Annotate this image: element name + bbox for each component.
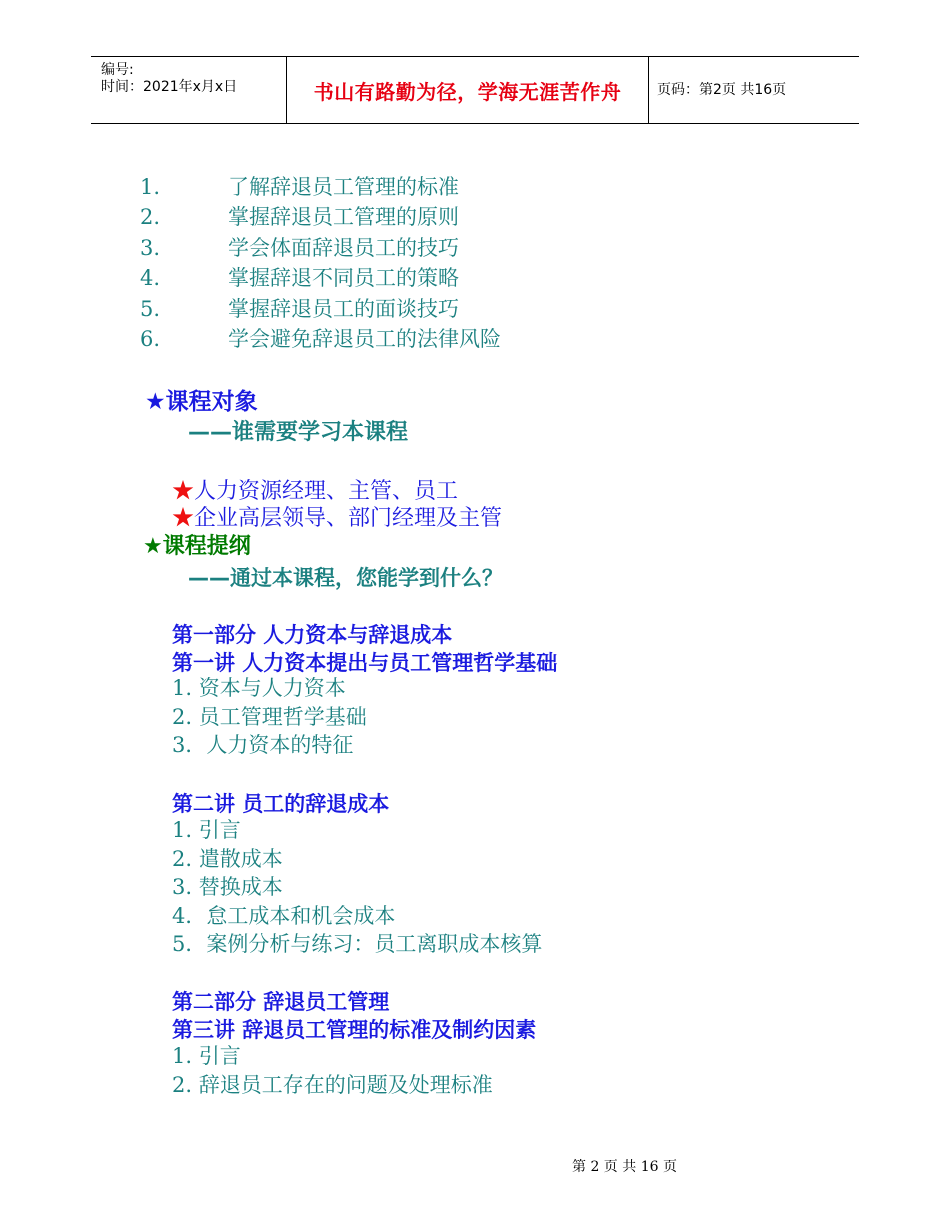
list-item: 1. 资本与人力资本 xyxy=(172,676,346,700)
objective-item: 2. 掌握辞退员工管理的原则 xyxy=(140,205,459,230)
lecture-one-list xyxy=(172,674,367,760)
star-icon: ★ xyxy=(172,479,195,504)
objective-item: 5. 掌握辞退员工的面谈技巧 xyxy=(140,296,459,321)
objective-item: 6. 学会避免辞退员工的法律风险 xyxy=(140,326,501,351)
page-header xyxy=(91,56,859,124)
lecture-one-title: 第一讲 人力资本提出与员工管理哲学基础 xyxy=(172,651,558,675)
header-info-cell xyxy=(91,57,286,123)
list-item: 4．怠工成本和机会成本 xyxy=(172,903,396,928)
document-number-label: 编号: xyxy=(101,62,134,78)
list-item: 2. 辞退员工存在的问题及处理标准 xyxy=(172,1072,493,1097)
part-two-title: 第二部分 辞退员工管理 xyxy=(172,990,390,1014)
list-item: 1. 引言 xyxy=(172,818,241,842)
list-item: 3．人力资本的特征 xyxy=(172,733,354,757)
header-page-code: 页码：第2页 共16页 xyxy=(657,82,787,98)
lecture-three-list xyxy=(172,1042,493,1099)
part-one-title: 第一部分 人力资本与辞退成本 xyxy=(172,623,453,647)
header-motto-cell xyxy=(286,57,649,123)
audience-item: ★企业高层领导、部门经理及主管 xyxy=(172,506,503,531)
objective-item: 1. 了解辞退员工管理的标准 xyxy=(140,175,459,199)
objectives-list xyxy=(140,172,501,354)
star-icon: ★ xyxy=(145,389,166,415)
document-time-label: 时间：2021年x月x日 xyxy=(101,79,238,95)
star-icon: ★ xyxy=(172,506,195,531)
header-page-cell xyxy=(649,57,859,123)
list-item: 2. 遣散成本 xyxy=(172,846,283,871)
audience-item: ★人力资源经理、主管、员工 xyxy=(172,479,459,504)
list-item: 2. 员工管理哲学基础 xyxy=(172,704,367,729)
lecture-two-list xyxy=(172,816,542,959)
star-icon: ★ xyxy=(143,534,163,559)
objective-item: 3. 学会体面辞退员工的技巧 xyxy=(140,235,459,260)
lecture-three-title: 第三讲 辞退员工管理的标准及制约因素 xyxy=(172,1018,537,1042)
lecture-two-title: 第二讲 员工的辞退成本 xyxy=(172,792,390,816)
list-item: 3. 替换成本 xyxy=(172,875,283,899)
outline-subtitle: ——通过本课程，您能学到什么？ xyxy=(188,566,503,590)
audience-subtitle: ——谁需要学习本课程 xyxy=(188,420,409,445)
outline-heading: ★课程提纲 xyxy=(143,534,251,559)
audience-heading: ★课程对象 xyxy=(145,389,258,415)
objective-item: 4. 掌握辞退不同员工的策略 xyxy=(140,266,459,291)
list-item: 5．案例分析与练习：员工离职成本核算 xyxy=(172,932,543,956)
header-motto: 书山有路勤为径，学海无涯苦作舟 xyxy=(313,79,622,104)
page-footer: 第 2 页 共 16 页 xyxy=(572,1159,677,1175)
list-item: 1. 引言 xyxy=(172,1044,241,1068)
